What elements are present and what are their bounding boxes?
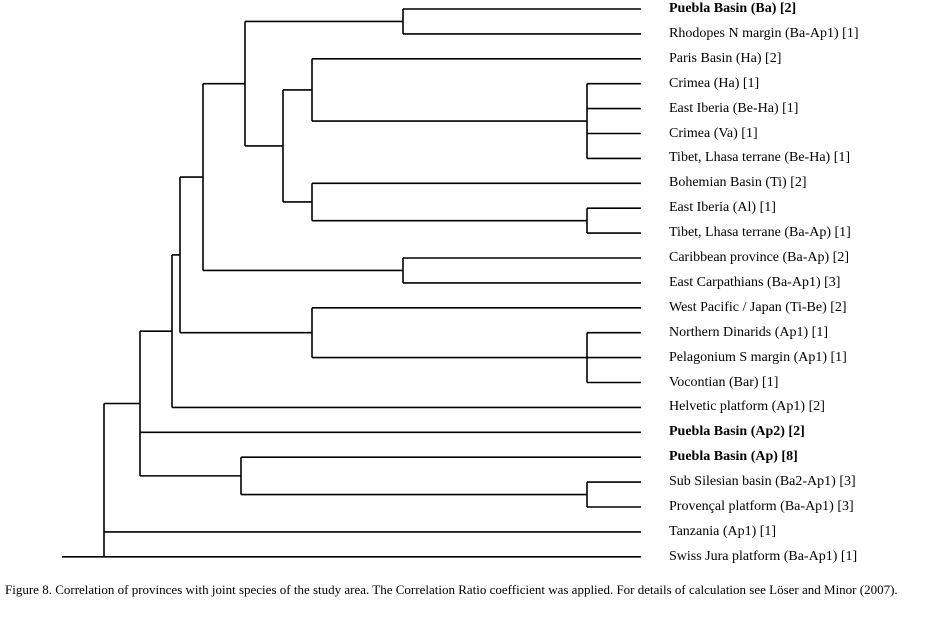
leaf-label: Sub Silesian basin (Ba2-Ap1) [3] [669,474,856,490]
leaf-label: Tanzania (Ap1) [1] [669,523,777,539]
leaf-label: Provençal platform (Ba-Ap1) [3] [669,499,854,514]
leaf-label: Tibet, Lhasa terrane (Be-Ha) [1] [669,150,851,166]
leaf-label: Puebla Basin (Ap2) [2] [669,424,805,440]
leaf-label: East Iberia (Be-Ha) [1] [669,100,799,116]
leaf-label: Paris Basin (Ha) [2] [669,50,782,66]
leaf-label: Bohemian Basin (Ti) [2] [669,175,807,191]
leaf-label: Helvetic platform (Ap1) [2] [669,399,825,415]
leaf-label: Caribbean province (Ba-Ap) [2] [669,250,849,265]
leaf-label: East Carpathians (Ba-Ap1) [3] [669,274,841,290]
leaf-label: East Iberia (Al) [1] [669,200,776,216]
leaf-label: Puebla Basin (Ap) [8] [669,449,798,465]
leaf-label: Pelagonium S margin (Ap1) [1] [669,349,847,365]
leaf-label: Crimea (Ha) [1] [669,75,760,91]
leaf-label: Northern Dinarids (Ap1) [1] [669,324,829,340]
leaf-label: Crimea (Va) [1] [669,125,758,141]
figure-caption: Figure 8. Correlation of provinces with joint species of the study area. The Correlation Ratio coefficient was applied. For details of calculation see Löser and Minor (2007). [5,582,898,597]
leaf-label: Rhodopes N margin (Ba-Ap1) [1] [669,25,859,41]
leaf-label: West Pacific / Japan (Ti-Be) [2] [669,299,847,315]
leaf-label: Swiss Jura platform (Ba-Ap1) [1] [669,548,858,564]
leaf-label: Vocontian (Bar) [1] [669,374,779,390]
leaf-label: Tibet, Lhasa terrane (Ba-Ap) [1] [669,225,851,241]
leaf-label: Puebla Basin (Ba) [2] [669,1,797,16]
